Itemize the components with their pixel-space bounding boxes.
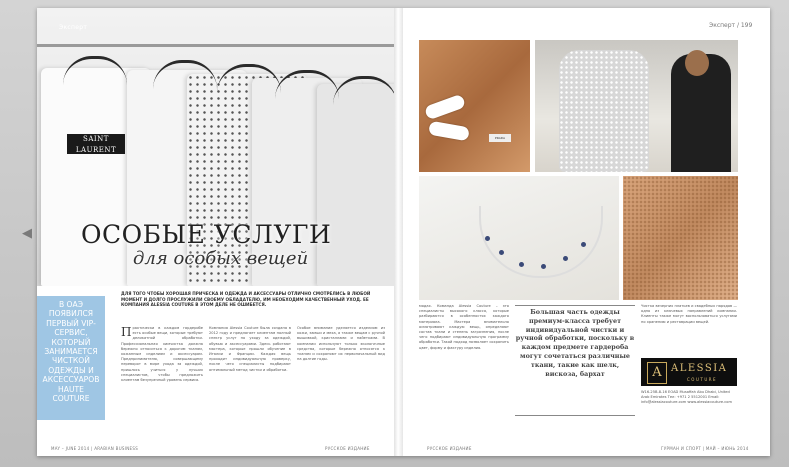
dropcap: П (121, 325, 132, 339)
white-glove (424, 94, 466, 121)
hanger (217, 64, 281, 93)
right-body-column-1: модах. Команда Alessia Couture – это специалисты высокого класса, которые разбираются в особенностях каждого материала. Мастера внимательно осматривают каждую вещь, определяют состав ткани и степень загрязнения, после чего подбирают индивидуальную программу обработки. Такой подход позволяет сохранить цвет, форму и фактуру изделия. (419, 304, 509, 350)
folio-left-center: РУССКОЕ ИЗДАНИЕ (325, 446, 370, 451)
section-page-number: Эксперт / 199 (709, 22, 753, 29)
gloved-hands-photo (419, 40, 530, 172)
body-column-2: Компания Alessia Couture была создана в 2012 году и предлагает клиентам полный спектр услуг по уходу за одеждой, обувью и аксессуарами. Здесь работают мастера, которые прошли обучение в Италии и Франции. Каждая вещь проходит индивидуальную проверку, после чего специалисты подбирают оптимальный метод чистки и обработки. (209, 326, 291, 372)
folio-right: ГУРМАН И СПОРТ | МАЙ – ИЮНЬ 2014 (661, 446, 749, 451)
right-body-column-3: Чистка вечерних платьев и свадебных нарядов — одно из ключевых направлений компании. Клиенты также могут воспользоваться услугами по хранению и реставрации вещей. (641, 304, 737, 324)
chevron-left-icon: ◀ (22, 225, 32, 241)
logo-subtitle: COUTURE (687, 377, 718, 382)
previous-page-button[interactable] (20, 222, 34, 244)
hanger (153, 60, 217, 89)
article-title: ОСОБЫЕ УСЛУГИ (81, 220, 332, 249)
logo-name: ALESSIA (671, 363, 728, 374)
shirt (317, 84, 394, 286)
white-glove (428, 121, 470, 142)
body-column-3: Особое внимание уделяется изделиям из кожи, замши и меха, а также вещам с ручной вышивкой, кристаллами и пайетками. В компании используют только экологичные средства, которые бережно относятся к тканям и сохраняют их первоначальный вид на долгие годы. (297, 326, 385, 362)
brand-label-city: PARIS (87, 156, 105, 161)
left-page (37, 8, 394, 456)
leather-texture-photo (623, 176, 738, 300)
embellished-dress (559, 50, 649, 172)
quote-rule-bottom (515, 415, 635, 416)
body-column-1-text: рактически в каждом гардеробе есть особые вещи, которые требуют деликатной обработки. Профессиональная химчистка должна бережно относиться к дорогим тканям, кожанным изделиям и аксессуарам. Предпринимателю, совершающему переворот в мире ухода за одеждой, пришлось учиться у лучших специалистов, чтобы предложить клиентам безупречный уровень сервиса. (121, 326, 203, 383)
folio-right-left: РУССКОЕ ИЗДАНИЕ (427, 446, 472, 451)
article-subtitle: для особых вещей (133, 248, 309, 269)
hanger (63, 56, 127, 85)
brand-label-name: SAINT LAURENT (75, 135, 117, 154)
magazine-spread (37, 8, 770, 456)
section-label: Эксперт (59, 24, 88, 31)
contact-info: W16-25B-8-16 EOAD Musaffah Abu Dhabi, United Arab Emirates Тел: +971 2 5512001 Email: info@alessiacouture.com www.alessiacouture.com (641, 390, 732, 405)
dress-inspection-photo (535, 40, 738, 172)
specialist-head (685, 50, 709, 76)
jeweled-collar-photo (419, 176, 619, 300)
folio-left: MAY – JUNE 2014 | ARABIAN BUSINESS (51, 446, 139, 451)
pull-quote: Большая часть одежды премиум-класса требует индивидуальной чистки и ручной обработки, поскольку в каждом предмете гардероба могут сочетаться различные ткани, такие как шелк, вискоза, бархат (515, 308, 635, 378)
lead-paragraph: ДЛЯ ТОГО ЧТОБЫ ХОРОШАЯ ПРИЧЕСКА И ОДЕЖДА И АКСЕССУАРЫ ОТЛИЧНО СМОТРЕЛИСЬ В ЛЮБОЙ МОМЕНТ И ДОЛГО ПРОСЛУЖИЛИ СВОЕМУ ОБЛАДАТЕЛЮ, ИМ НЕОБХОДИМ КАЧЕСТВЕННЫЙ УХОД. ЕЕ КОМПАНИЯ ALESSIA COUTURE В ЭТОМ ДЕЛЕ НЕ ОШИБЕТСЯ. (121, 291, 371, 308)
collar-gem (563, 256, 568, 261)
alessia-couture-logo (641, 358, 737, 386)
page-gutter (394, 8, 403, 456)
shirt-brand-label (67, 134, 125, 161)
quote-rule-top (515, 305, 635, 306)
clothes-rail (37, 44, 394, 47)
collar-gem (485, 236, 490, 241)
right-page (403, 8, 770, 456)
collar-gem (581, 242, 586, 247)
logo-mark: A (647, 362, 667, 384)
body-column-1 (121, 326, 203, 444)
collar-gem (499, 250, 504, 255)
collar-gem (541, 264, 546, 269)
prada-tag: PRADA (489, 134, 511, 142)
collar-gem (519, 262, 524, 267)
pullquote-box: В ОАЭ ПОЯВИЛСЯ ПЕРВЫЙ VIP-СЕРВИС, КОТОРЫЙ ЗАНИМАЕТСЯ ЧИСТКОЙ ОДЕЖДЫ И АКСЕССУАРОВ HAUTE COUTURE (37, 296, 105, 420)
leather-texture (623, 176, 738, 300)
